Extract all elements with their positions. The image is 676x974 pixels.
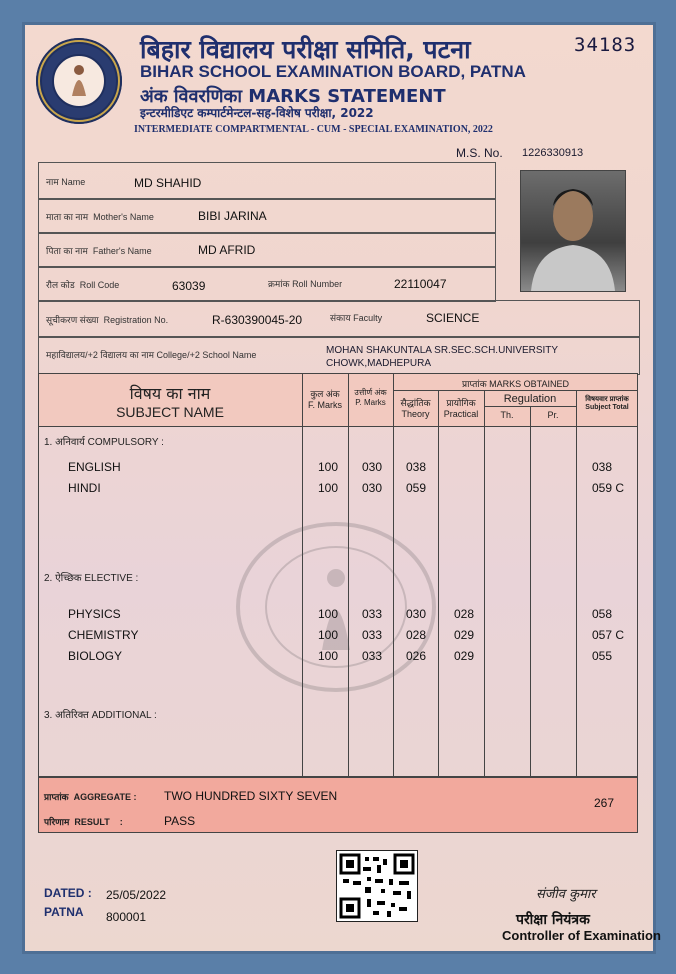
result-value: PASS (164, 814, 196, 828)
college-name: MOHAN SHAKUNTALA SR.SEC.SCH.UNIVERSITY CHOWK,MADHEPURA (326, 345, 559, 369)
dated-label: DATED : (44, 886, 92, 900)
th-practical: प्रायोगिक Practical (443, 398, 479, 419)
subject-total: 057 C (592, 628, 625, 642)
pass-marks: 030 (362, 481, 383, 495)
subject-total: 058 (592, 607, 613, 621)
statement-title: अंक विवरणिका MARKS STATEMENT (140, 86, 446, 107)
subject-total: 055 (592, 649, 613, 663)
board-name-english: BIHAR SCHOOL EXAMINATION BOARD, PATNA (140, 62, 526, 81)
controller-title-english: Controller of Examination (502, 928, 661, 943)
father-label: पिता का नाम Father's Name (46, 246, 152, 256)
col-divider (438, 390, 439, 777)
college-label: महाविद्यालय/+2 विद्यालय का नाम College/+2 School Name (46, 350, 257, 360)
serial-number: 34183 (574, 34, 637, 56)
col-divider (484, 390, 485, 777)
pass-marks: 033 (362, 649, 383, 663)
subject-total: 059 C (592, 481, 625, 495)
subject-name: CHEMISTRY (68, 628, 139, 642)
result-label: परिणाम RESULT : (44, 817, 123, 827)
full-marks: 100 (318, 628, 339, 642)
name-row (38, 162, 496, 200)
aggregate-band (38, 777, 638, 833)
col-divider (576, 390, 577, 777)
roll-number: 22110047 (394, 277, 447, 291)
theory-marks: 028 (406, 628, 427, 642)
full-marks: 100 (318, 460, 339, 474)
theory-marks: 059 (406, 481, 427, 495)
board-logo-emblem (36, 38, 122, 124)
full-marks: 100 (318, 649, 339, 663)
pass-marks: 030 (362, 460, 383, 474)
ms-no-label: M.S. No. (456, 146, 503, 160)
section-additional: 3. अतिरिक्त ADDITIONAL : (44, 710, 157, 721)
place-pin: 800001 (106, 910, 147, 924)
aggregate-words: TWO HUNDRED SIXTY SEVEN (164, 789, 338, 803)
th-subject-english: SUBJECT NAME (116, 404, 224, 420)
th-regulation-th: Th. (500, 410, 514, 420)
mother-label: माता का नाम Mother's Name (46, 212, 154, 222)
full-marks: 100 (318, 607, 339, 621)
faculty: SCIENCE (426, 311, 480, 325)
th-subject-total: विषयवार प्राप्तांक Subject Total (585, 396, 629, 411)
ms-no-value: 1226330913 (522, 147, 584, 159)
subject-name: HINDI (68, 481, 101, 495)
qr-code (336, 850, 418, 922)
subject-total: 038 (592, 460, 613, 474)
registration-number: R-630390045-20 (212, 313, 303, 327)
full-marks: 100 (318, 481, 339, 495)
theory-marks: 038 (406, 460, 427, 474)
registration-label: सूचीकरण संख्या Registration No. (46, 315, 169, 325)
theory-marks: 026 (406, 649, 427, 663)
roll-number-label: क्रमांक Roll Number (268, 279, 343, 289)
board-name-hindi: बिहार विद्यालय परीक्षा समिति, पटना (140, 35, 471, 64)
father-name: MD AFRID (198, 243, 256, 257)
mother-name: BIBI JARINA (198, 209, 267, 223)
row-divider (393, 390, 638, 391)
practical-marks: 028 (454, 607, 475, 621)
practical-marks: 029 (454, 628, 475, 642)
th-full-marks: कुल अंक F. Marks (307, 389, 342, 410)
row-divider (484, 406, 576, 407)
student-photo (520, 170, 626, 292)
issue-date: 25/05/2022 (106, 888, 167, 902)
col-divider (530, 406, 531, 777)
pass-marks: 033 (362, 607, 383, 621)
aggregate-total: 267 (594, 796, 615, 810)
exam-title-hindi: इन्टरमीडिएट कम्पार्टमेन्टल-सह-विशेष परीक्षा, 2022 (140, 106, 374, 120)
roll-code-label: रौल कोड Roll Code (46, 280, 120, 290)
aggregate-label: प्राप्तांक AGGREGATE : (44, 792, 137, 802)
place-label: PATNA (44, 905, 84, 919)
theory-marks: 030 (406, 607, 427, 621)
controller-title-hindi: परीक्षा नियंत्रक (516, 912, 590, 928)
th-theory: सैद्धांतिक Theory (400, 398, 431, 419)
subject-name: ENGLISH (68, 460, 121, 474)
exam-title-english: INTERMEDIATE COMPARTMENTAL - CUM - SPECIAL EXAMINATION, 2022 (134, 124, 493, 135)
section-compulsory: 1. अनिवार्य COMPULSORY : (44, 437, 164, 448)
th-regulation-pr: Pr. (547, 410, 559, 420)
th-pass-marks: उत्तीर्ण अंक P. Marks (354, 388, 387, 407)
subject-name: BIOLOGY (68, 649, 123, 663)
roll-code: 63039 (172, 279, 206, 293)
subject-name: PHYSICS (68, 607, 121, 621)
pass-marks: 033 (362, 628, 383, 642)
th-marks-obtained: प्राप्तांक MARKS OBTAINED (462, 379, 569, 389)
faculty-label: संकाय Faculty (330, 313, 383, 323)
controller-signature: संजीव कुमार (536, 887, 596, 902)
practical-marks: 029 (454, 649, 475, 663)
name-label: नाम Name (46, 177, 86, 187)
section-elective: 2. ऐच्छिक ELECTIVE : (44, 573, 139, 584)
student-name: MD SHAHID (134, 176, 202, 190)
th-subject-hindi: विषय का नाम (129, 384, 211, 403)
th-regulation: Regulation (503, 393, 557, 405)
